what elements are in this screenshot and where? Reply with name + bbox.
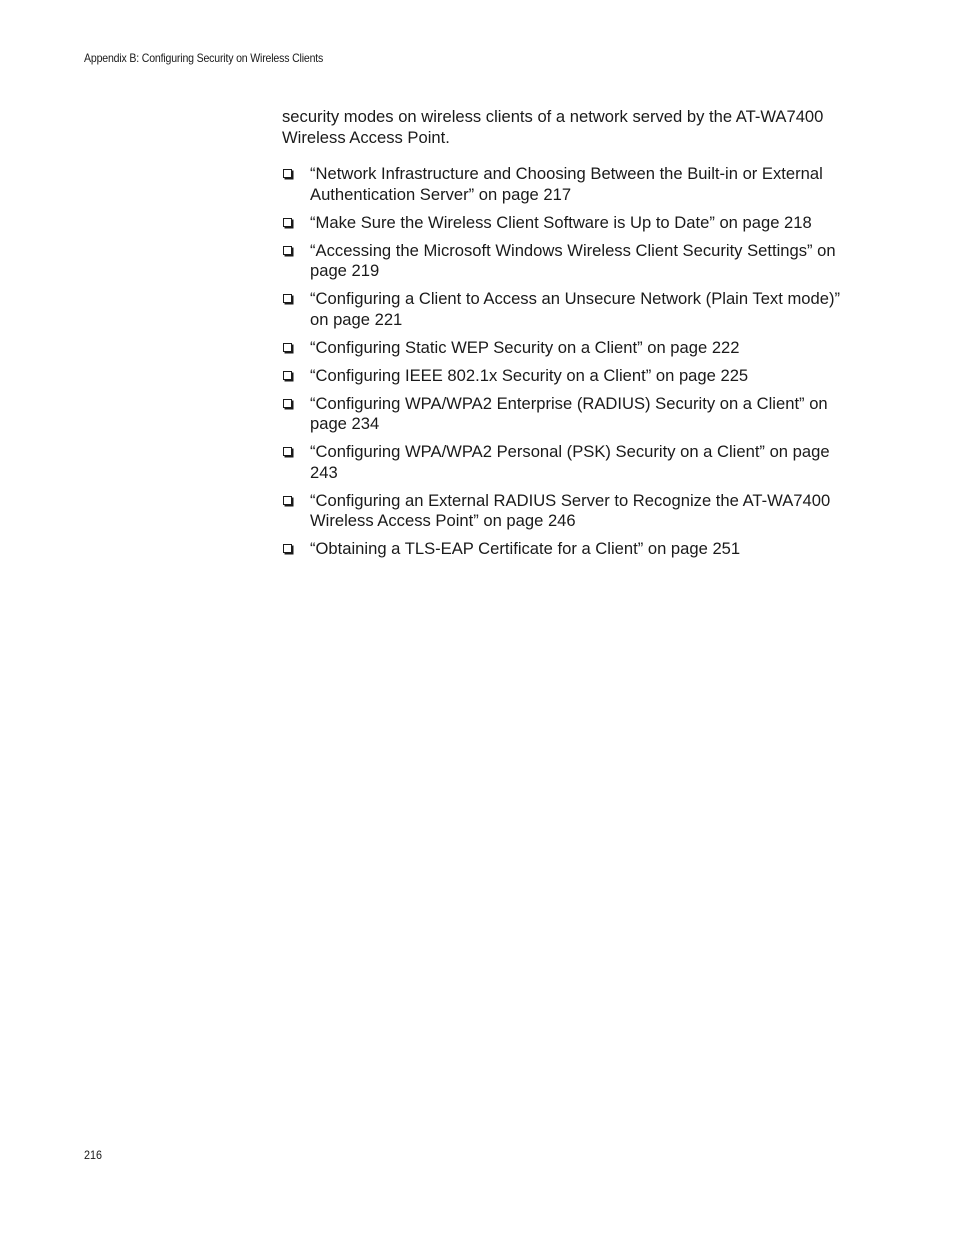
checkbox-bullet-icon (283, 246, 292, 255)
checkbox-bullet-icon (283, 496, 292, 505)
cross-reference-link[interactable]: “Configuring an External RADIUS Server to Recognize the AT-WA7400 Wireless Access Point” on page 246 (310, 490, 831, 530)
intro-paragraph: security modes on wireless clients of a network served by the AT-WA7400 Wireless Access Point. (282, 107, 824, 147)
cross-reference-link[interactable]: “Configuring IEEE 802.1x Security on a Client” on page 225 (310, 365, 749, 385)
checkbox-bullet-icon (283, 399, 292, 408)
cross-reference-link[interactable]: “Accessing the Microsoft Windows Wireless Client Security Settings” on page 219 (310, 240, 836, 280)
cross-reference-link[interactable]: “Configuring WPA/WPA2 Enterprise (RADIUS) Security on a Client” on page 234 (310, 393, 828, 433)
cross-reference-link[interactable]: “Network Infrastructure and Choosing Between the Built-in or External Authentication Server” on page 217 (310, 164, 823, 204)
body-content (282, 107, 852, 567)
list-item (282, 289, 852, 330)
cross-reference-list (282, 164, 852, 560)
running-header: Appendix B: Configuring Security on Wireless Clients (84, 51, 324, 65)
list-item (282, 366, 852, 387)
checkbox-bullet-icon (283, 169, 292, 178)
page-number: 216 (84, 1148, 103, 1162)
checkbox-bullet-icon (283, 343, 292, 352)
checkbox-bullet-icon (283, 294, 292, 303)
cross-reference-link[interactable]: “Obtaining a TLS-EAP Certificate for a Client” on page 251 (310, 539, 741, 558)
list-item (282, 213, 852, 234)
checkbox-bullet-icon (283, 218, 292, 227)
list-item (282, 491, 852, 532)
list-item (282, 539, 852, 560)
cross-reference-link[interactable]: “Make Sure the Wireless Client Software is Up to Date” on page 218 (310, 212, 812, 232)
checkbox-bullet-icon (283, 544, 292, 553)
cross-reference-link[interactable]: “Configuring Static WEP Security on a Client” on page 222 (310, 337, 740, 357)
checkbox-bullet-icon (283, 371, 292, 380)
list-item (282, 241, 852, 282)
list-item (282, 394, 852, 435)
checkbox-bullet-icon (283, 447, 292, 456)
list-item (282, 164, 852, 205)
cross-reference-link[interactable]: “Configuring WPA/WPA2 Personal (PSK) Security on a Client” on page 243 (310, 442, 830, 482)
list-item (282, 338, 852, 359)
cross-reference-link[interactable]: “Configuring a Client to Access an Unsecure Network (Plain Text mode)” on page 221 (310, 289, 841, 329)
list-item (282, 442, 852, 483)
